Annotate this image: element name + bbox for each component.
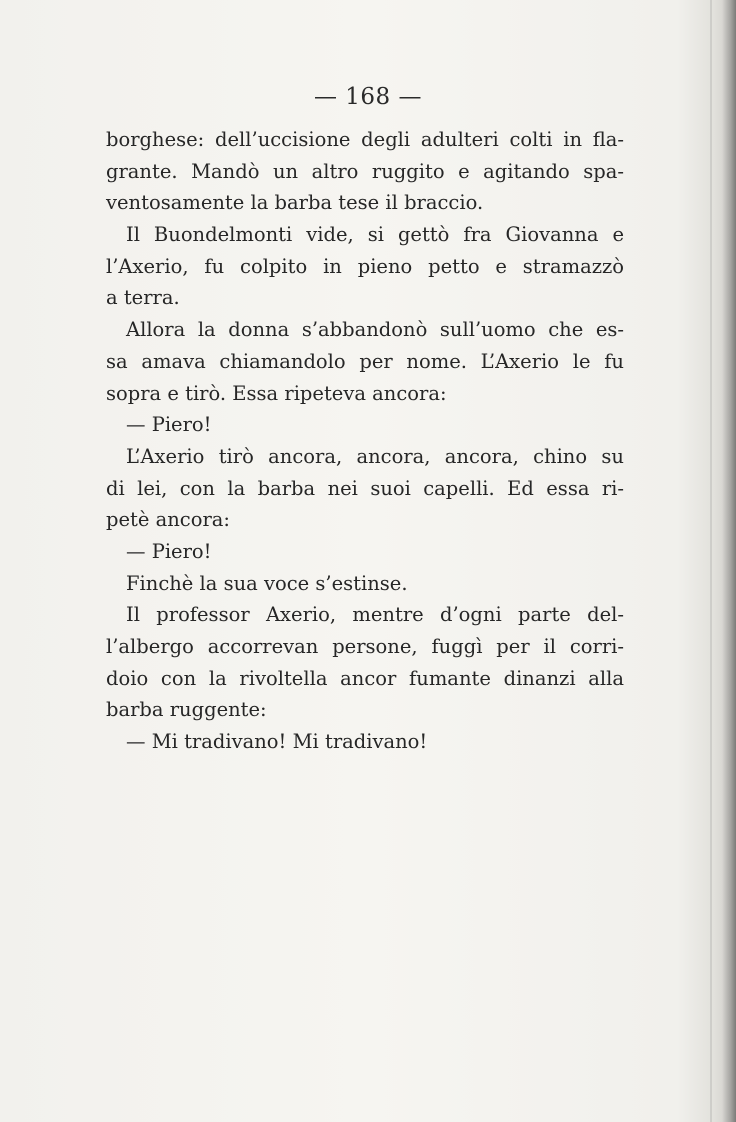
text-line: Il professor Axerio, mentre d’ogni parte del- <box>126 603 624 627</box>
text-line: — Mi tradivano! Mi tradivano! <box>126 730 428 754</box>
page-edge-shadow <box>722 0 736 1122</box>
text-line: ventosamente la barba tese il braccio. <box>106 191 484 215</box>
page-number: — 168 — <box>313 84 423 110</box>
text-line: l’Axerio, fu colpito in pieno petto e stramazzò <box>106 254 624 278</box>
text-line: barba ruggente: <box>106 698 267 722</box>
text-line: di lei, con la barba nei suoi capelli. Ed essa ri- <box>106 476 624 500</box>
text-line: l’albergo accorrevan persone, fuggì per il corri- <box>106 635 624 658</box>
body-text <box>106 124 624 758</box>
text-line: — Piero! <box>126 539 212 563</box>
text-line: Il Buondelmonti vide, si gettò fra Giovanna e <box>126 223 624 247</box>
text-line: borghese: dell’uccisione degli adulteri colti in fla- <box>106 128 624 151</box>
text-line: petè ancora: <box>106 508 230 532</box>
text-line: sa amava chiamandolo per nome. L’Axerio le fu <box>106 349 624 373</box>
text-line: doio con la rivoltella ancor fumante dinanzi alla <box>106 666 624 690</box>
page-fold-line <box>710 0 712 1122</box>
text-line: L’Axerio tirò ancora, ancora, ancora, chino su <box>126 444 624 468</box>
text-line: — Piero! <box>126 413 212 437</box>
text-line: sopra e tirò. Essa ripeteva ancora: <box>106 381 447 405</box>
text-line: Allora la donna s’abbandonò sull’uomo che es- <box>126 318 624 342</box>
text-line: Finchè la sua voce s’estinse. <box>126 571 408 595</box>
text-line: a terra. <box>106 286 180 310</box>
text-line: grante. Mandò un altro ruggito e agitando spa- <box>106 159 624 183</box>
